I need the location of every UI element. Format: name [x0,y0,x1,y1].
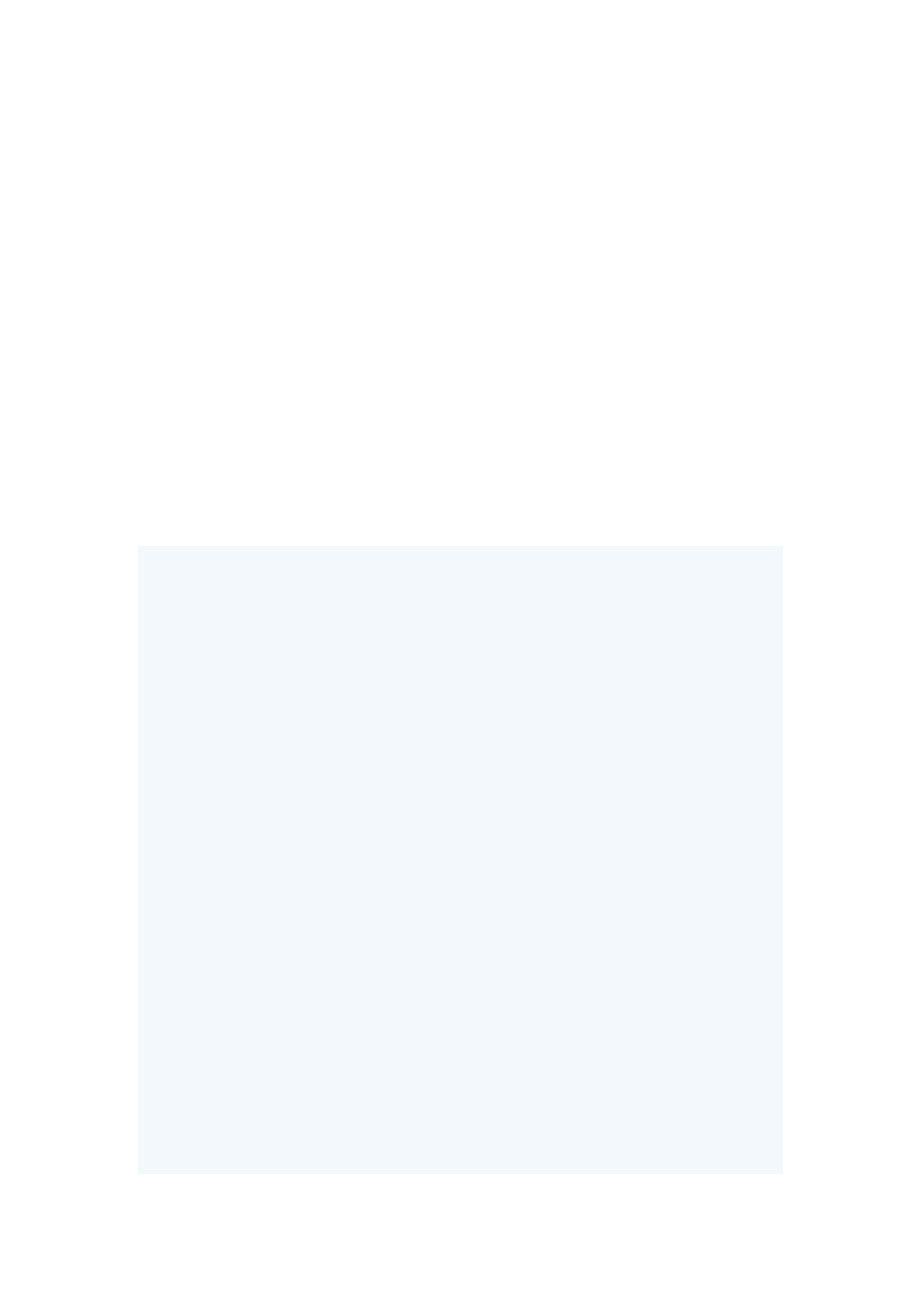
shaded-section-background [138,546,783,1174]
